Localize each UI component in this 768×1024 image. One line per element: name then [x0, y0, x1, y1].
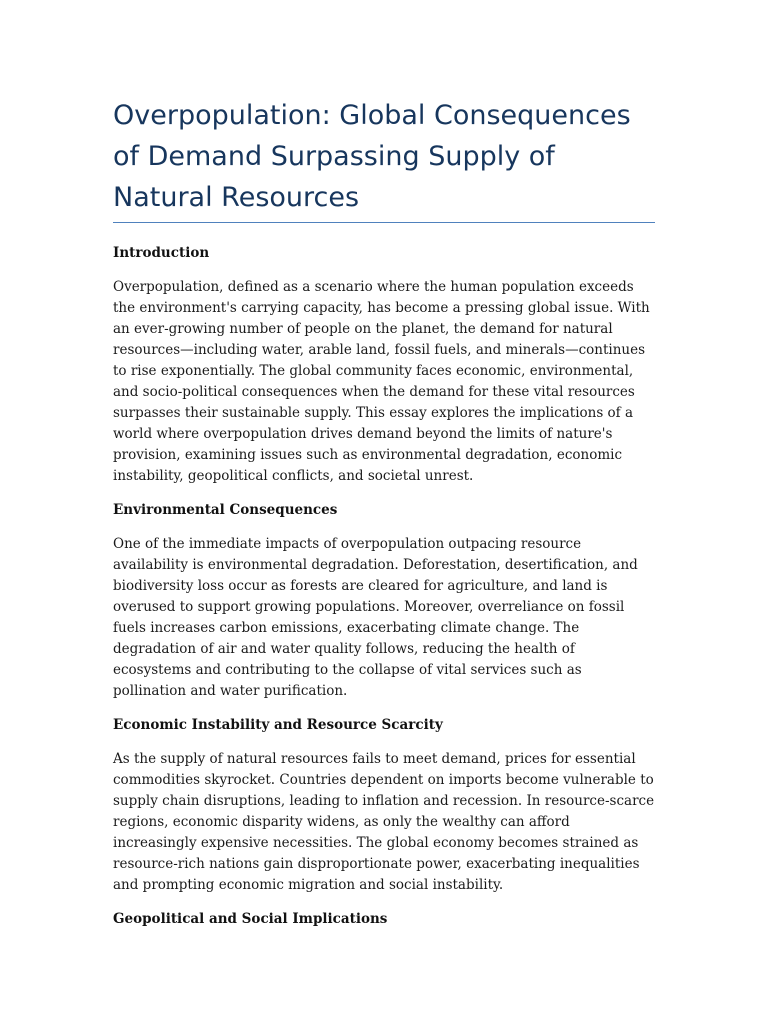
- document-page: [113, 0, 655, 930]
- document-title: Overpopulation: Global Consequences of Demand Surpassing Supply of Natural Resources: [113, 0, 655, 223]
- section-heading-geopolitical: Geopolitical and Social Implications: [113, 911, 388, 927]
- section-heading-economic: Economic Instability and Resource Scarcity: [113, 717, 443, 733]
- paragraph-introduction: Overpopulation, defined as a scenario where the human population exceeds the environment's carrying capacity, has become a pressing global issue. With an ever-growing number of people on the planet, the demand for natural resources—including water, arable land, fossil fuels, and minerals—continues to rise exponentially. The global community faces economic, environmental, and socio-political consequences when the demand for these vital resources surpasses their sustainable supply. This essay explores the implications of a world where overpopulation drives demand beyond the limits of nature's provision, examining issues such as environmental degradation, economic instability, geopolitical conflicts, and societal unrest.: [113, 279, 650, 484]
- section-heading-introduction: Introduction: [113, 245, 210, 261]
- paragraph-environmental: One of the immediate impacts of overpopulation outpacing resource availability is environmental degradation. Deforestation, desertification, and biodiversity loss occur as forests are cleared for agriculture, and land is overused to support growing populations. Moreover, overreliance on fossil fuels increases carbon emissions, exacerbating climate change. The degradation of air and water quality follows, reducing the health of ecosystems and contributing to the collapse of vital services such as pollination and water purification.: [113, 536, 638, 699]
- section-heading-environmental: Environmental Consequences: [113, 502, 338, 518]
- paragraph-economic: As the supply of natural resources fails to meet demand, prices for essential commodities skyrocket. Countries dependent on imports become vulnerable to supply chain disruptions, leading to inflation and recession. In resource-scarce regions, economic disparity widens, as only the wealthy can afford increasingly expensive necessities. The global economy becomes strained as resource-rich nations gain disproportionate power, exacerbating inequalities and prompting economic migration and social instability.: [113, 751, 655, 893]
